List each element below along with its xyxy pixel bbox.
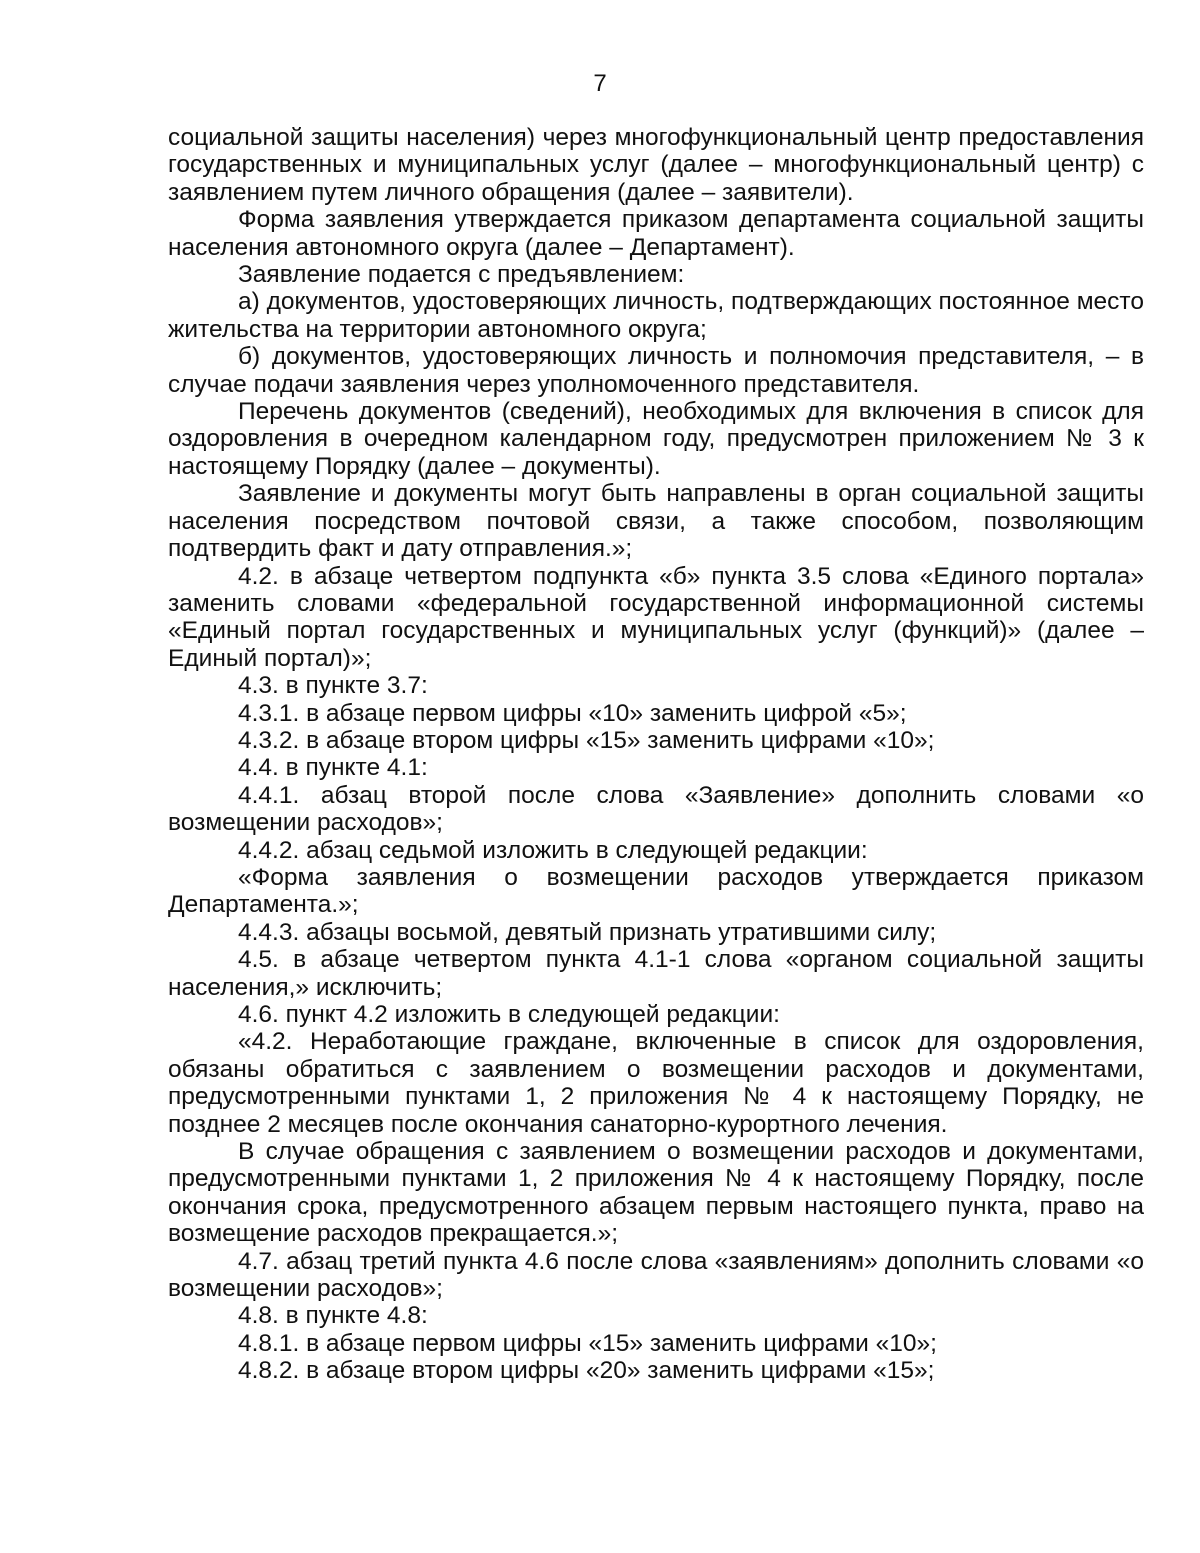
paragraph: 4.4. в пункте 4.1: xyxy=(238,754,428,782)
paragraph-continuation: социальной защиты населения) через многофункциональный центр предоставления государственных и муниципальных услуг (далее – многофункциональный центр) с заявлением путем личного обращения (далее – заявители). xyxy=(168,124,1144,206)
paragraph: 4.2. в абзаце четвертом подпункта «б» пункта 3.5 слова «Единого портала» заменить словами «федеральной государственной информационной системы «Единый портал государственных и муниципальных услуг (функций)» (далее – Единый портал)»; xyxy=(168,562,1144,672)
paragraph: 4.4.1. абзац второй после слова «Заявление» дополнить словами «о возмещении расходов»; xyxy=(168,781,1144,837)
paragraph: 4.6. пункт 4.2 изложить в следующей редакции: xyxy=(238,1001,780,1028)
paragraph: 4.8.1. в абзаце первом цифры «15» заменить цифрами «10»; xyxy=(238,1329,937,1357)
paragraph: 4.4.3. абзацы восьмой, девятый признать утратившими силу; xyxy=(238,918,937,946)
paragraph: «4.2. Неработающие граждане, включенные в список для оздоровления, обязаны обратиться с заявлением о возмещении расходов и документами, предусмотренными пунктами 1, 2 приложения № 4 к настоящему Порядку, не позднее 2 месяцев после окончания санаторно-курортного лечения. xyxy=(168,1028,1144,1138)
paragraph: В случае обращения с заявлением о возмещении расходов и документами, предусмотренными пунктами 1, 2 приложения № 4 к настоящему Порядку, после окончания срока, предусмотренного абзацем первым настоящего пункта, право на возмещение расходов прекращается.»; xyxy=(168,1138,1144,1248)
paragraph: 4.4.2. абзац седьмой изложить в следующей редакции: xyxy=(238,836,868,864)
paragraph: Перечень документов (сведений), необходимых для включения в список для оздоровления в очередном календарном году, предусмотрен приложением № 3 к настоящему Порядку (далее – документы). xyxy=(168,398,1144,480)
paragraph: 4.8. в пункте 4.8: xyxy=(238,1302,428,1330)
paragraph: 4.7. абзац третий пункта 4.6 после слова «заявлениям» дополнить словами «о возмещении расходов»; xyxy=(168,1247,1144,1303)
paragraph: 4.3. в пункте 3.7: xyxy=(238,672,428,700)
paragraph: «Форма заявления о возмещении расходов утверждается приказом Департамента.»; xyxy=(168,863,1144,919)
paragraph: а) документов, удостоверяющих личность, подтверждающих постоянное место жительства на территории автономного округа; xyxy=(168,288,1144,343)
paragraph: 4.3.2. в абзаце втором цифры «15» заменить цифрами «10»; xyxy=(238,726,935,754)
paragraph: Заявление подается с предъявлением: xyxy=(238,261,685,289)
paragraph: 4.5. в абзаце четвертом пункта 4.1-1 слова «органом социальной защиты населения,» исключить; xyxy=(168,946,1144,1001)
paragraph: б) документов, удостоверяющих личность и полномочия представителя, – в случае подачи заявления через уполномоченного представителя. xyxy=(168,343,1144,398)
paragraph: 4.3.1. в абзаце первом цифры «10» заменить цифрой «5»; xyxy=(238,699,907,727)
page-number: 7 xyxy=(593,70,607,97)
paragraph: 4.8.2. в абзаце втором цифры «20» заменить цифрами «15»; xyxy=(238,1357,935,1385)
paragraph: Форма заявления утверждается приказом департамента социальной защиты населения автономного округа (далее – Департамент). xyxy=(168,206,1144,261)
document-body xyxy=(168,124,1144,1385)
paragraph: Заявление и документы могут быть направлены в орган социальной защиты населения посредством почтовой связи, а также способом, позволяющим подтвердить факт и дату отправления.»; xyxy=(168,480,1144,563)
